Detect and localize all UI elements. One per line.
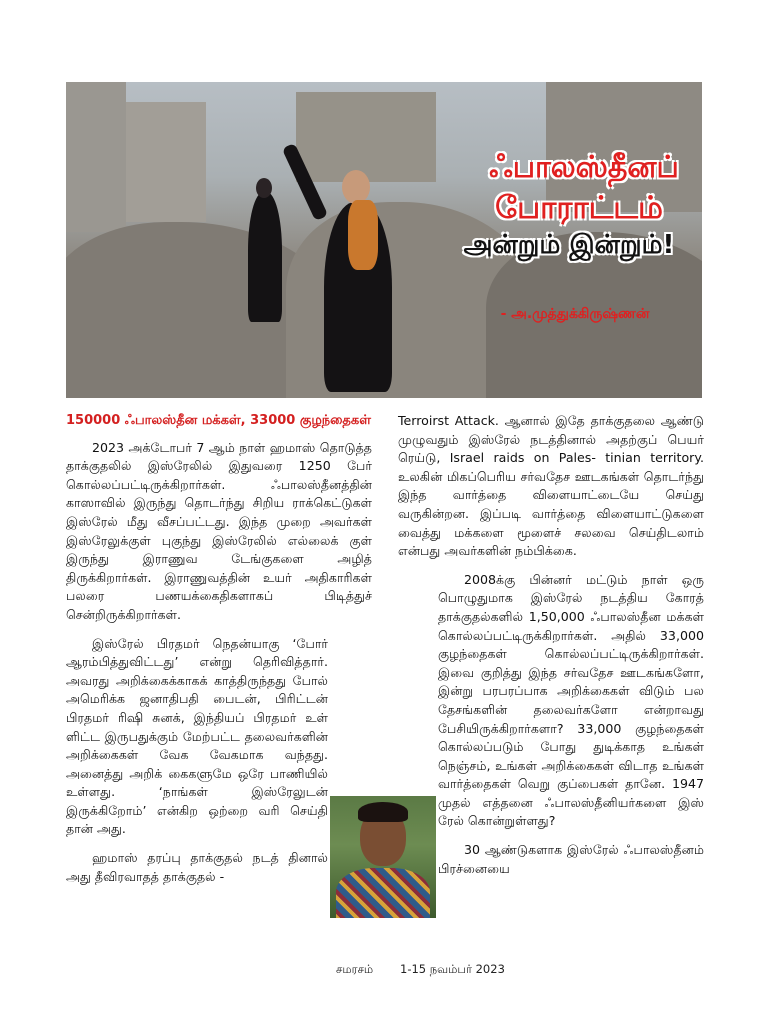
orange-scarf [348,200,378,270]
hero-photo [66,82,702,398]
left-column [66,412,372,896]
ruined-building [66,82,126,232]
ruined-building [126,102,206,222]
ruined-building [296,92,436,182]
woman-figure [248,192,282,322]
section-subheading: 150000 ஃபாலஸ்தீன மக்கள், 33000 குழந்தைகள் [66,413,371,428]
paragraph: 30 ஆண்டுகளாக இஸ்ரேல் ஃபாலஸ்தீனம் பிரச்னையை [438,842,704,876]
woman-head [256,178,272,198]
woman-face [342,170,370,204]
title-line-3: அன்றும் இன்றும்! [463,230,675,260]
paragraph: 2023 அக்டோபர் 7 ஆம் நாள் ஹமாஸ் தொடுத்த தாக்குதலில் இஸ்ரேலில் இதுவரை 1250 பேர் கொல்லப்பட்டிருக்கிறார்கள். ஃபாலஸ்தீனத்தின் காஸாவில் இருந்து தொடர்ந்து சிறிய ராக்கெட்டுகள் இஸ்ரேல் மீது வீசப்பட்டது. இந்த முறை அவர்கள் இஸ்ரேலுக்குள் புகுந்து இஸ்ரேலில் எல்லைக் குள் இருந்து இராணுவ டேங்குகளை அழித் திருக்கிறார்கள். இராணுவத்தின் உயர் அதிகாரிகள் பலரை பணயக்கைதிகளாகப் பிடித்துச் சென்றிருக்கிறார்கள். [66,439,372,622]
right-column [398,412,704,888]
paragraph: Terroirst Attack. ஆனால் இதே தாக்குதலை ஆண்டு முழுவதும் இஸ்ரேல் நடத்தினால் அதற்குப் பெயர் ரெய்டு, Israel raids on Pales- tinian territory. உலகின் மிகப்பெரிய சர்வதேச ஊடகங்கள் தொடர்ந்து இந்த வார்த்தை விளையாட்டையே செய்து வருகின்றன. இப்படி வார்த்தை விளையாட்டுகளை வைத்து மக்களை மூளைச் சலவை செய்திடலாம் என்பது அவர்களின் நம்பிக்கை. [398,413,704,559]
paragraph: ஹமாஸ் தரப்பு தாக்குதல் நடத் தினால் அது தீவிரவாதத் தாக்குதல் - [66,850,328,884]
paragraph: இஸ்ரேல் பிரதமர் நெதன்யாகு ‘போர் ஆரம்பித்துவிட்டது’ என்று தெரிவித்தார். அவரது அறிக்கைக்காகக் காத்திருந்தது போல் அமெரிக்க ஜனாதிபதி பைடன், பிரிட்டன் பிரதமர் ரிஷி சுனக், இந்தியப் பிரதமர் உள் ளிட்ட இருபதுக்கும் மேற்பட்ட தலைவர்களின் அறிக்கைகள் வேக வேகமாக வந்தது. அனைத்து அறிக் கைகளுமே ஒரே பாணியில் உள்ளது. ‘நாங்கள் இஸ்ரேலுடன் இருக்கிறோம்’ என்கிற ஒற்றை வரி செய்தி தான் அது. [66,635,328,837]
issue-date: 1-15 நவம்பர் 2023 [400,962,505,976]
author-byline: - அ.முத்துக்கிருஷ்ணன் [500,306,650,322]
publication-name: சமரசம் [336,962,374,976]
title-line-2: போராட்டம் [495,190,663,226]
title-line-1: ஃபாலஸ்தீனப் [489,150,679,185]
paragraph: 2008க்கு பின்னர் மட்டும் நாள் ஒரு பொழுதுமாக இஸ்ரேல் நடத்திய கோரத் தாக்குதல்களில் 1,50,000 ஃபாலஸ்தீன மக்கள் கொல்லப்பட்டிருக்கிறார்கள். அதில் 33,000 குழந்தைகள் கொல்லப்பட்டிருக்கிறார்கள். இவை குறித்து இந்த சர்வதேச ஊடகங்களோ, இன்று பரபரப்பாக அறிக்கைகள் விடும் பல தேசங்களின் தலைவர்களோ என்றாவது பேசியிருக்கிறார்களா? 33,000 குழந்தைகள் கொல்லப்படும் போது துடிக்காத உங்கள் நெஞ்சம், உங்கள் அறிக்கைகள் விடாத உங்கள் வார்த்தைகள் வெறு குப்பைகள் தானே. 1947 முதல் எத்தனை ஃபாலஸ்தீனியர்களை இஸ் ரேல் கொன்றுள்ளது? [438,571,704,829]
